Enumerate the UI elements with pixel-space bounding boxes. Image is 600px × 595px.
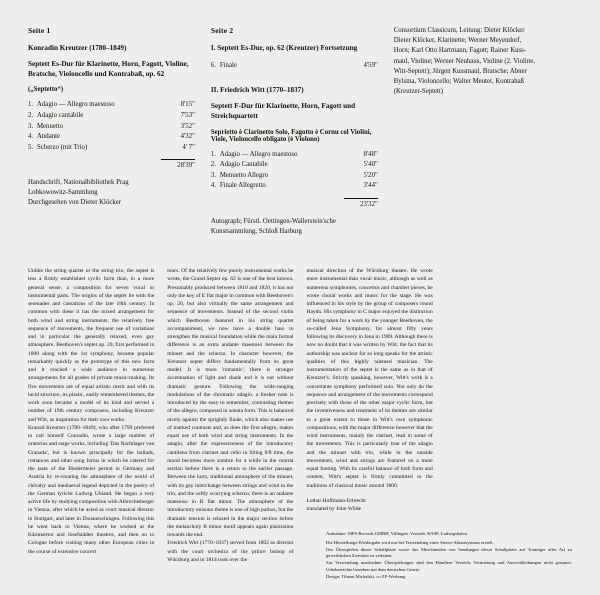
movement-row — [211, 181, 378, 192]
movement-row — [28, 100, 195, 111]
author-name: Lothar Hoffmann-Erbrecht — [306, 497, 366, 504]
movement-name: Adagio — Allegro maestoso — [37, 101, 115, 109]
movement-number: 3. — [210, 171, 216, 179]
movement-name: Finale — [219, 61, 237, 69]
side-1-total-row — [28, 159, 195, 169]
ensemble-credits — [394, 26, 572, 97]
source-note-line: Durchgesehen von Dieter Klöcker — [28, 199, 122, 207]
movement-name: Adagio cantabile — [37, 111, 84, 119]
side-1-composer: Konradin Kreutzer (1780–1849) — [28, 44, 127, 52]
movement-name: Menuetto — [37, 122, 64, 130]
movement-row — [211, 171, 378, 182]
movement-number: 2. — [210, 161, 216, 169]
movement-row — [211, 160, 378, 171]
movement-name: Adagio Cantabile — [219, 161, 268, 169]
side-2-total-duration: 23'32" — [344, 198, 378, 208]
liner-notes-paragraph: tours. Of the relatively few purely instrumental works he wrote, the Grand Septet op. 62 is one of the best known. Presumably produced between 1810 and 1820, it has not only the key of E flat major in common with Beethoven's op. 20, but also virtually the same arrangement and sequence of movements. Instead of the second violin which Beethoven featured in his string quartet accompaniment, we now have a double bass to strengthen the musical foundation while the main formal difference is an extra andante maestoso between the minuet and the scherzo. In character however, the Kreutzer septet differs fundamentally from its great model. It is more 'romantic', there is stronger accentuation of light and shade and it is not without dramatic gesture. Following the wide-ranging modulations of the chromatic adagio, a fresher note is introduced by the easy to remember, contrasting themes of the allegro, composed in sonata form. This is balanced nicely against the sprightly finale, which also makes use of marked contrasts and, as does the first allegro, makes equal use of both wind and string instruments. In the adagio, after the expressiveness of the introductory cantilena from clarinet and cello in lilting 9/8 time, the mood becomes more sombre for a while in the central section before there is a return to the earlier passage. Between the lusty, traditional atmosphere of the minuet, with its gay interchange between strings and wind in the trio, and the softly scurrying scherzo, there is an andante maestoso in B flat minor. The atmosphere of the introductory unisono theme is one of high pathos, but the dramatic tension is relaxed in the major section before the melancholy B minor motif appears again pianissimo towards the end. — [167, 268, 294, 539]
movement-duration: 5'20" — [363, 171, 378, 179]
side-2-total-row — [211, 198, 378, 208]
movement-number: 4. — [28, 133, 34, 141]
liner-notes-paragraph: Konrad Kreutzer (1780–1849), who after 1799 preferred to call himself Conradin, wrote a large number of oratorios and stage works, including 'Das Nachtlager von Granada', but is known principally for the ballads, romances and other song forms in which he catered for the taste of the Biedermeier period in Germany and Austria by re-creating the atmosphere of the world of chivalry and mediaeval legend depicted in the poetry of the German lyricist Ludwig Uhland. He began a very active life by studying composition with Albrechtsberger in Vienna, after which he acted as court musical director in Stuttgart, and later in Donaueschingen. Following this he went back to Vienna, where he worked at the Kärntnertor and Josefstädter theatres, and then on to Cologne before visiting many other European cities in the course of extensive concert — [28, 424, 155, 555]
movement-number: 2. — [28, 111, 34, 119]
movement-row — [28, 111, 195, 122]
liner-notes-column-1 — [28, 267, 154, 564]
ensemble-line: Dieter Klöcker, Klarinette; Werner Meyendorf, — [393, 37, 522, 45]
movement-duration: 7'53" — [180, 111, 195, 119]
side-2-work-2-subtitle: Seprietto è Clarinetto Solo, Fagotto è Cornu col Violini, Viole, Violoncello obligato (è Violono) — [210, 128, 372, 143]
movement-duration: 3'44" — [363, 182, 378, 190]
movement-name: Andante — [37, 133, 61, 141]
source-note-line: Lobkowowitz-Sammlung — [28, 189, 98, 197]
source-note-line: Handschrift, Nationalbibliothek Prag — [28, 179, 129, 187]
imprint-line: Design: Tilman Michalski, co ZF-Werbung — [326, 574, 406, 580]
movement-number: 1. — [28, 101, 34, 109]
ensemble-line: Horn; Karl Otto Hartmann, Fagott; Rainer Kuss- — [393, 47, 527, 55]
track-listing-columns — [28, 26, 572, 237]
movement-duration: 5'40" — [363, 161, 378, 169]
movement-duration: 4' 7" — [182, 143, 195, 151]
movement-name: Finale Allegretto — [219, 182, 266, 190]
side-1-source-notes — [28, 178, 195, 209]
source-note-line: Autograph; Fürstl. Oettingen-Wallerstein'sche — [210, 217, 336, 225]
movement-duration: 3'52" — [180, 122, 195, 130]
imprint-line: Aufnahme: MPS-Records GMBH, Villingen. Vertrieb: BASF, Ludwigshafen. — [326, 530, 469, 536]
side-1-work-title: Septett Es-Dur für Klarinette, Horn, Fagott, Violine, Bratsche, Violoncello und Kontrabaß, op. 62 — [28, 60, 189, 78]
liner-notes-paragraph: Friedrich Witt (1770–1837) served from 1802 as director with the court orchestra of the prince bishop of Würzburg and in 1814 took over the — [167, 540, 294, 563]
movement-number: 6. — [210, 61, 216, 69]
movement-row — [211, 61, 378, 72]
side-2-work-1-title: I. Septett Es-Dur, op. 62 (Kreutzer) Fortsetzung — [210, 44, 358, 52]
side-1-movement-list — [28, 100, 195, 153]
side-2-source-notes — [211, 217, 378, 237]
movement-number: 3. — [28, 122, 34, 130]
liner-notes-paragraph: Unlike the string quartet or the string trio, the septet is less a firmly established cyclic form than, in a more general sense, a composition for seven vocal or instrumental parts. The origins of the septet lie with the serenades and cassations of the late 18th century. In common with these it has the mixed arrangement for both wind and string instruments, the relatively free sequence of movements, the frequent use of variations and in particular the generally relaxed, even gay atmosphere. Beethoven's septet op. 20, first performed in 1800 along with the 1st symphony, became popular remarkably quickly as the prototype of this new form and it reached a wide audience in numerous arrangements for all grades of private music-making. Its five movements are of equal artistic merit and with its lucid structure, its plastic, easily remembered themes, the work soon became a model of its kind and served a number of 19th century composers, including Kreutzer and Witt, as inspiration for their own works. — [28, 268, 155, 423]
column-side-2 — [211, 26, 378, 237]
ensemble-line: Bylsma, Violoncello; Walter Meuter, Kontrabaß — [393, 77, 525, 85]
movement-duration: 4'59" — [363, 61, 378, 69]
liner-notes-column-4 — [446, 267, 572, 564]
movement-duration: 8'48" — [363, 150, 378, 158]
movement-duration: 8'15" — [180, 101, 195, 109]
source-note-line: Kunstsammlung, Schloß Harburg — [210, 228, 302, 235]
movement-name: Adagio — Allegro maestoso — [219, 150, 298, 158]
side-1-total-duration: 28'39" — [161, 159, 195, 169]
liner-notes-paragraph: musical direction of the Würzburg theatre. He wrote more instrumental than vocal music, although as well as numerous symphonies, concertos and chamber pieces, he wrote choral works and music for the stage. He was influenced in his style by the group of composers round Haydn. His symphony in C major enjoyed the distinction of being taken for a work by the younger Beethoven, the so-called Jena Symphony, for almost fifty years following its discovery in Jena in 1909. Although there is now no doubt that it was written by Witt, the fact that its authorship was unclear for so long speaks for the artistic qualities of this highly talented musician. The instrumentation of the septet is the same as in that of Kreutzer's. Strictly speaking, however, Witt's work is a concertante symphony performed solo. Not only do the sequence and arrangement of the movements correspond precisely with those of the other major cyclic form, but the inventiveness and treatment of its themes are similar to a great extent to those in Witt's own symphonic compositions, with the major difference however that the wind instruments, mainly the clarinet, lead in some of the movements. This is particularly true of the adagio and the minuet with trio, while in the outside movements, wind and strings are featured on a more equal footing. With its careful balance of both form and content, Witt's septet is firmly committed to the traditions of classical music around 1800. — [306, 268, 433, 489]
movement-row — [211, 150, 378, 161]
translator-name: translated by John Wilde — [306, 506, 362, 513]
ensemble-line: (Kreutzer-Septett) — [393, 88, 444, 96]
liner-notes — [28, 267, 572, 564]
liner-notes-signature — [307, 497, 433, 514]
liner-notes-column-2 — [167, 267, 293, 564]
movement-row — [28, 143, 195, 154]
movement-number: 1. — [210, 150, 216, 158]
ensemble-line: Consortium Classicum, Leitung: Dieter Klöcker — [393, 27, 525, 34]
side-1-label: Seite 1 — [28, 26, 51, 35]
imprint-line: Das Überspielen dieser Schallplatte sowie das Mitschneiden von Sendungen dieser Schallplatte auf Tonträger aller Art zu gewerblichen Zwecken ist verboten. — [326, 546, 572, 559]
imprint-block — [326, 531, 572, 581]
side-2-work-2-movement-list — [211, 150, 378, 192]
movement-name: Menuetto Allegro — [219, 171, 269, 179]
column-performers — [394, 26, 572, 97]
side-2-composer: II. Friedrich Witt (1770–1837) — [210, 86, 304, 95]
imprint-line: Die Herstellungs-Wiedergabe wird nur bei Verwendung eines Stereo-Abtastsystems erzielt. — [326, 539, 494, 545]
liner-notes-column-3 — [307, 267, 433, 564]
ensemble-line: maul, Violine; Werner Neuhaus, Violine (2. Violine, — [393, 57, 535, 65]
movement-duration: 4'32" — [180, 133, 195, 141]
movement-name: Scherzo (mit Trio) — [37, 143, 88, 151]
side-2-work-1-movement-list — [211, 61, 378, 72]
side-2-work-2-title: Septett F-Dur für Klarinette, Horn, Fagott und Streichquartett — [210, 102, 356, 120]
movement-number: 5. — [28, 143, 34, 151]
movement-row — [28, 132, 195, 143]
side-2-label: Seite 2 — [210, 26, 234, 35]
side-1-work-subtitle: („Septetto“) — [28, 86, 64, 94]
ensemble-line: Witt-Septett); Jürgen Kussmaul, Bratsche; Abner — [393, 67, 527, 75]
column-side-1 — [28, 26, 195, 209]
movement-row — [28, 122, 195, 133]
imprint-line: Zur Verwendung unerlaubter Überspielungen sind den Händlern Vertrieb, Vermietung und Ausweihleihungen nicht gestattet. Urheberrechte bestehen mit dem deutschen Gesetz. — [326, 560, 572, 573]
movement-number: 4. — [210, 182, 216, 190]
